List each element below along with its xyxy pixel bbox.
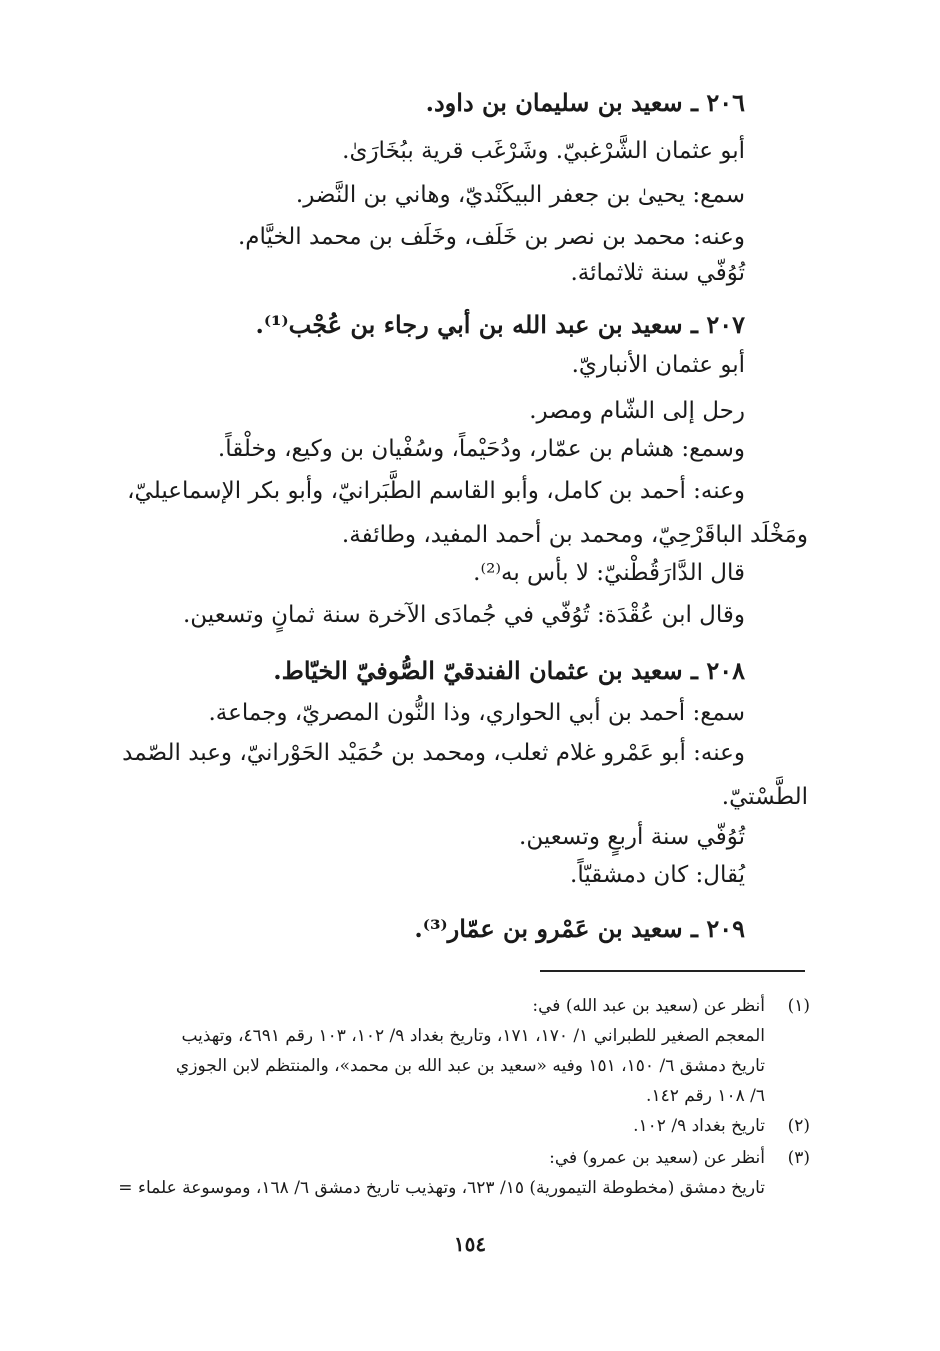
entry-line: تُوُفّي سنة ثلاثمائة. <box>570 260 745 286</box>
footnote-number: (١) <box>787 996 810 1016</box>
entry-line: سمع: يحيىٰ بن جعفر البيكَنْديّ، وهاني بن النَّضر. <box>295 182 745 208</box>
footnote-line: تاريخ دمشق ٦/ ١٥٠، ١٥١ وفيه «سعيد بن عبد الله بن محمد»، والمنتظم لابن الجوزي <box>175 1056 765 1076</box>
entry-heading-208: ٢٠٨ ـ سعيد بن عثمان الفندقيّ الصُّوفيّ الخيّاط. <box>273 656 745 685</box>
footnote-line: تاريخ بغداد ٩/ ١٠٢. <box>633 1116 765 1136</box>
entry-line: وعنه: محمد بن نصر بن خَلَف، وخَلَف بن محمد الخيَّام. <box>237 224 745 250</box>
footnote-line: أنظر عن (سعيد بن عمرو) في: <box>549 1148 765 1168</box>
entry-line: يُقال: كان دمشقيّاً. <box>570 862 745 888</box>
entry-line: سمع: أحمد بن أبي الحواري، وذا النُّون المصريّ، وجماعة. <box>208 700 745 726</box>
entry-line: أبو عثمان الشَّرْغبيّ. وشَرْغَب قرية ببُخَارَىٰ. <box>342 138 745 164</box>
entry-line-justified: وعنه: أبو عَمْرو غلام ثعلب، ومحمد بن حُمَيْد الحَوْرانيّ، وعبد الصّمد <box>122 740 745 766</box>
entry-line-continuation: ومَخْلَد الباقَرْحِيّ، ومحمد بن أحمد المفيد، وطائفة. <box>341 522 808 548</box>
footnote-line: أنظر عن (سعيد بن عبد الله) في: <box>532 996 765 1016</box>
footnote-line: المعجم الصغير للطبراني ١/ ١٧٠، ١٧١، وتاريخ بغداد ٩/ ١٠٢، ١٠٣ رقم ٤٦٩١، وتهذيب <box>181 1026 765 1046</box>
entry-heading-209: ٢٠٩ ـ سعيد بن عَمْرو بن عمّار⁽³⁾. <box>414 914 745 943</box>
entry-line: وقال ابن عُقْدَة: تُوُفّي في جُمادَى الآخرة سنة ثمانٍ وتسعين. <box>182 602 745 628</box>
entry-line: قال الدَّارَقُطْنيّ: لا بأس به⁽²⁾. <box>473 560 745 586</box>
entry-line: أبو عثمان الأنباريّ. <box>571 352 745 378</box>
entry-line-continuation: الطَّسْتيّ. <box>721 784 808 810</box>
entry-line: تُوُفّي سنة أربعٍ وتسعين. <box>519 824 745 850</box>
entry-line-justified: وعنه: أحمد بن كامل، وأبو القاسم الطَّبَرانيّ، وأبو بكر الإسماعيليّ، <box>127 478 745 504</box>
footnote-number: (٢) <box>787 1116 810 1136</box>
entry-heading-207: ٢٠٧ ـ سعيد بن عبد الله بن أبي رجاء بن عُجْب⁽¹⁾. <box>255 310 745 339</box>
entry-heading-206: ٢٠٦ ـ سعيد بن سليمان بن داود. <box>425 88 745 117</box>
footnote-number: (٣) <box>787 1148 810 1168</box>
page-number: ١٥٤ <box>453 1232 487 1256</box>
footnote-line: ٦/ ١٠٨ رقم ١٤٢. <box>646 1086 765 1106</box>
entry-line: رحل إلى الشّام ومصر. <box>529 398 745 424</box>
entry-line: وسمع: هشام بن عمّار، ودُحَيْماً، وسُفْيان بن وكيع، وخلْقاً. <box>217 436 745 462</box>
footnote-separator <box>540 970 805 972</box>
footnote-line: تاريخ دمشق (مخطوطة التيمورية) ١٥/ ٦٢٣، وتهذيب تاريخ دمشق ٦/ ١٦٨، وموسوعة علماء = <box>118 1178 765 1198</box>
